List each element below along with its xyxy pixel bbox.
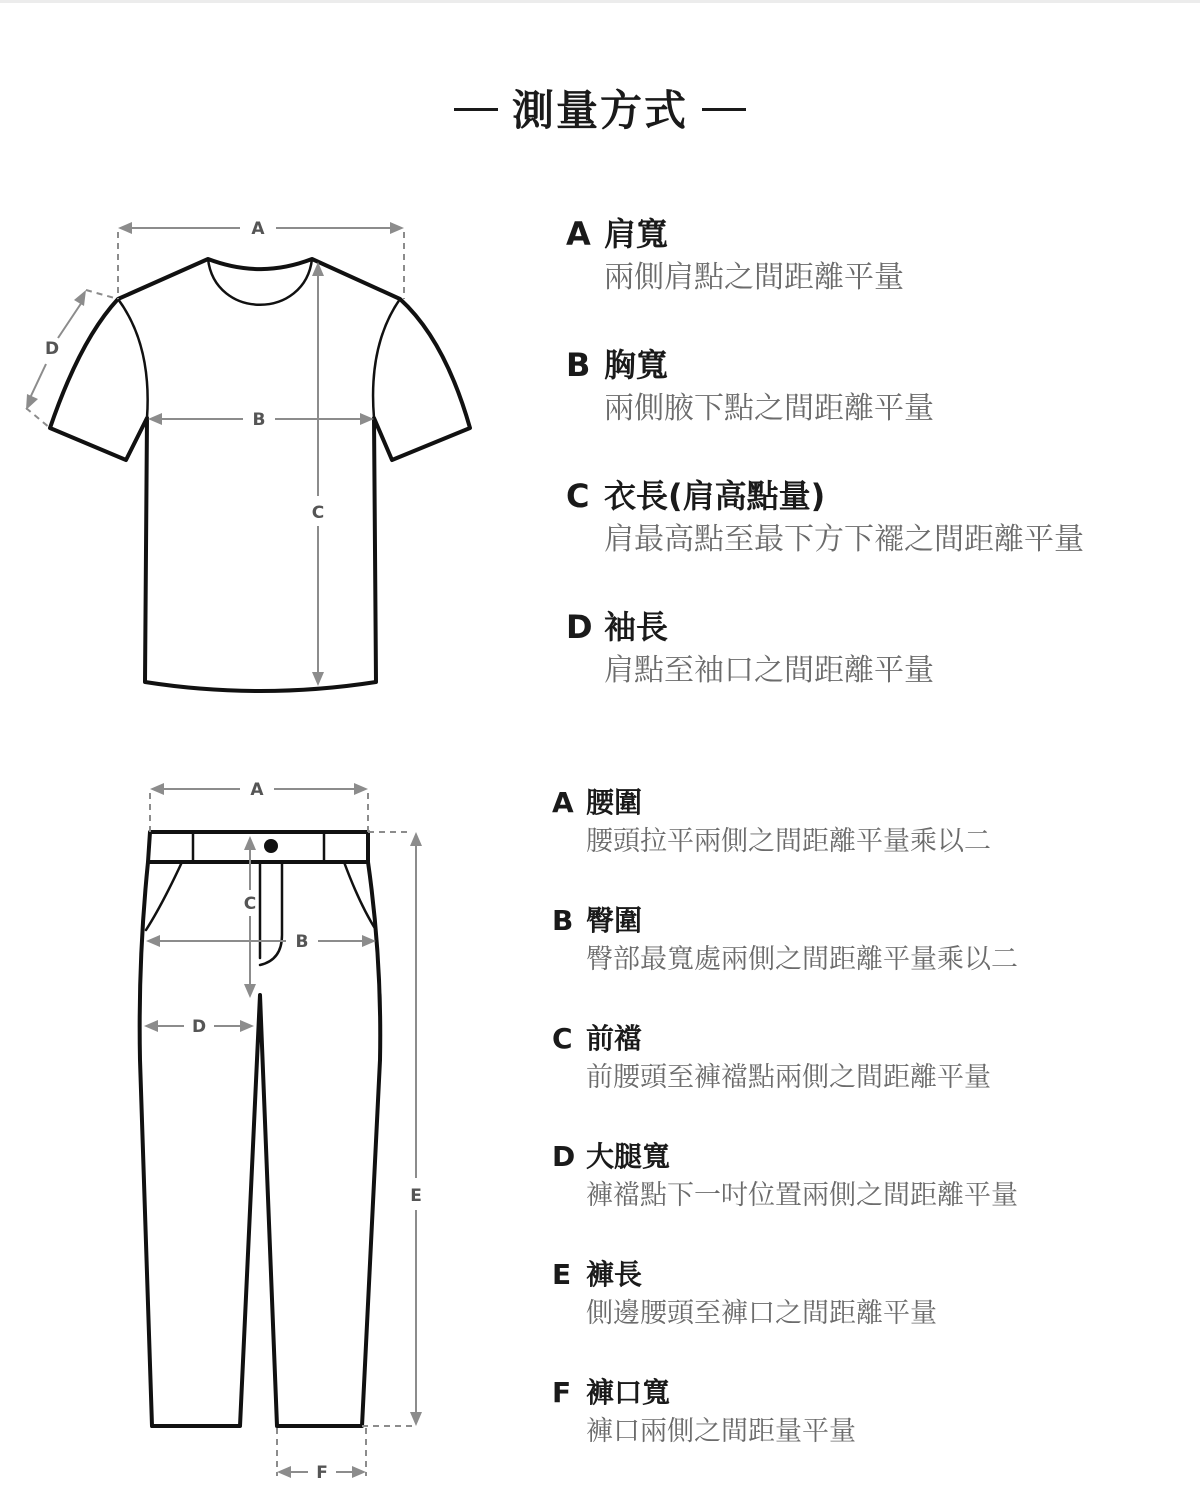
- legend-name: 胸寬: [604, 346, 669, 384]
- legend-head: [552, 784, 1018, 822]
- legend-description: 側邊腰頭至褲口之間距離平量: [586, 1298, 937, 1329]
- title-dash-right: [702, 108, 746, 111]
- legend-description: 臀部最寬處兩側之間距離平量乘以二: [586, 944, 1018, 975]
- legend-name: 腰圍: [586, 786, 643, 819]
- tshirt-legend-item-a: [566, 212, 1084, 343]
- legend-description: 肩最高點至最下方下襬之間距離平量: [604, 522, 1084, 557]
- legend-name: 褲長: [586, 1258, 643, 1291]
- legend-description: 褲口兩側之間距量平量: [586, 1416, 856, 1447]
- legend-head: [566, 605, 1084, 649]
- legend-head: [552, 1020, 1018, 1058]
- legend-description: 褲襠點下一吋位置兩側之間距離平量: [586, 1180, 1018, 1211]
- pants-button: [264, 839, 278, 853]
- legend-head: [552, 902, 1018, 940]
- pants-label-f: F: [316, 1463, 328, 1483]
- pants-diagram: [0, 760, 500, 1500]
- legend-letter: E: [552, 1258, 572, 1291]
- legend-description: 腰頭拉平兩側之間距離平量乘以二: [586, 826, 991, 857]
- tshirt-legend: [566, 212, 1084, 736]
- tshirt-label-d: D: [44, 339, 60, 359]
- pants-waistband: [148, 832, 368, 862]
- pants-legend-item-b: [552, 902, 1018, 1020]
- pants-label-d: D: [191, 1017, 207, 1037]
- legend-letter: B: [552, 904, 574, 937]
- legend-name: 前襠: [586, 1022, 643, 1055]
- tshirt-label-b: B: [252, 410, 266, 430]
- legend-head: [552, 1256, 1018, 1294]
- title-dash-left: [454, 108, 498, 111]
- tshirt-outline: [50, 259, 470, 691]
- pants-legend-item-e: [552, 1256, 1018, 1374]
- legend-letter: B: [566, 346, 591, 384]
- legend-name: 肩寬: [604, 215, 669, 253]
- legend-letter: A: [552, 786, 574, 819]
- top-divider: [0, 0, 1200, 3]
- pants-label-a: A: [250, 780, 264, 800]
- pants-legend-item-f: [552, 1374, 1018, 1492]
- legend-name: 袖長: [604, 608, 669, 646]
- page-title: [0, 78, 1200, 138]
- tshirt-legend-item-b: [566, 343, 1084, 474]
- legend-description: 兩側腋下點之間距離平量: [604, 391, 934, 426]
- legend-head: [566, 212, 1084, 256]
- legend-letter: C: [552, 1022, 573, 1055]
- legend-letter: F: [552, 1376, 572, 1409]
- pants-label-e: E: [410, 1186, 422, 1206]
- legend-description: 兩側肩點之間距離平量: [604, 260, 904, 295]
- pants-legend-item-c: [552, 1020, 1018, 1138]
- legend-description: 肩點至袖口之間距離平量: [604, 653, 934, 688]
- legend-head: [552, 1138, 1018, 1176]
- pants-label-b: B: [295, 932, 309, 952]
- tshirt-diagram: [0, 190, 500, 710]
- legend-head: [552, 1374, 1018, 1412]
- legend-head: [566, 474, 1084, 518]
- pants-measure-a: [150, 780, 368, 832]
- tshirt-label-c: C: [311, 503, 325, 523]
- tshirt-legend-item-d: [566, 605, 1084, 736]
- pants-label-c: C: [243, 894, 257, 914]
- tshirt-legend-item-c: [566, 474, 1084, 605]
- pants-measure-f: [277, 1428, 366, 1483]
- legend-name: 臀圍: [586, 904, 643, 937]
- legend-head: [566, 343, 1084, 387]
- legend-name: 大腿寬: [586, 1140, 671, 1173]
- legend-description: 前腰頭至褲襠點兩側之間距離平量: [586, 1062, 991, 1093]
- tshirt-label-a: A: [251, 219, 265, 239]
- page-title-text: 測量方式: [511, 86, 688, 135]
- legend-name: 衣長(肩高點量): [604, 477, 826, 515]
- pants-legend-item-a: [552, 784, 1018, 902]
- legend-name: 褲口寬: [586, 1376, 671, 1409]
- pants-legend: [552, 784, 1018, 1492]
- legend-letter: D: [552, 1140, 576, 1173]
- legend-letter: A: [566, 215, 591, 253]
- legend-letter: D: [566, 608, 593, 646]
- legend-letter: C: [566, 477, 590, 515]
- pants-legend-item-d: [552, 1138, 1018, 1256]
